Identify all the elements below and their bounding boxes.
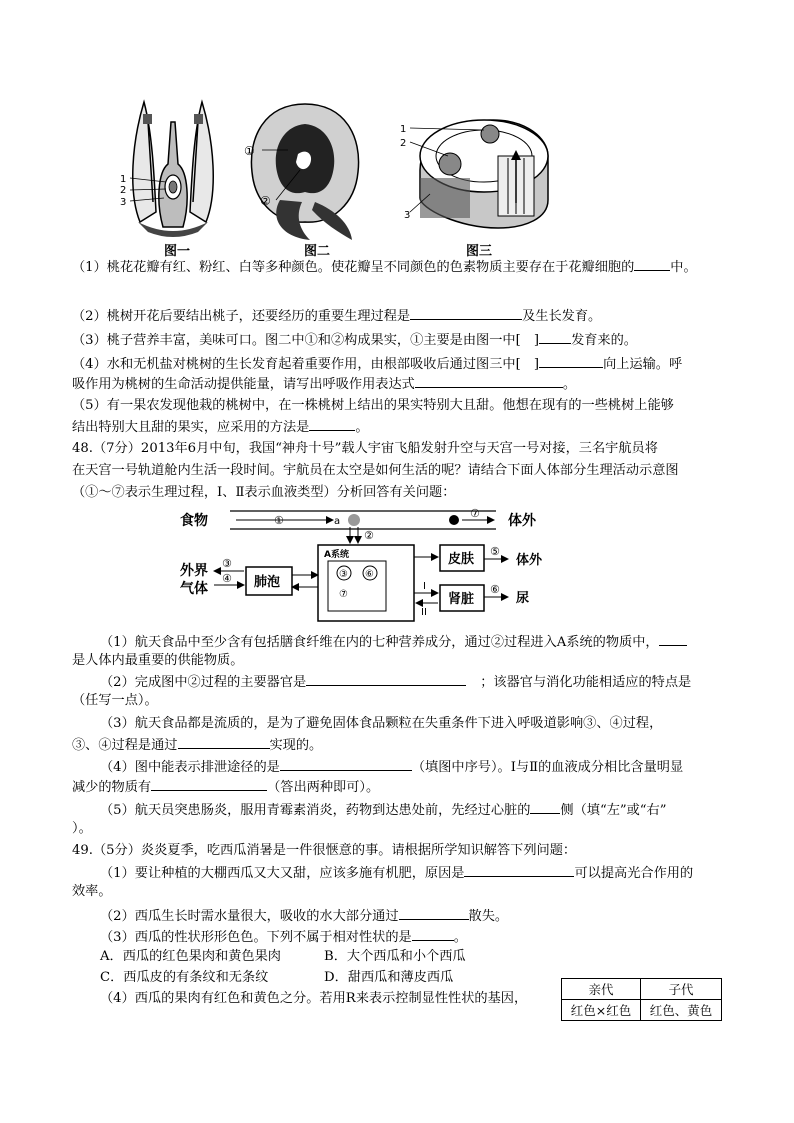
fig3-label-3: 3 [404,210,411,221]
q48-s5 [100,799,760,821]
q49-opt-d[interactable] [324,968,544,988]
q48-s5-blank[interactable] [530,799,560,814]
diagram-c2: ② [364,529,374,542]
q47-s4c-blank[interactable] [415,373,563,388]
q48-s3b-end: 实现的。 [269,738,323,753]
diagram-outside-2: 体外 [516,553,543,568]
q48-s4-text: （4）图中能表示排泄途径的是 [100,760,280,775]
q47-s4c-text: 吸作用为桃树的生命活动提供能量，请写出呼吸作用表达式 [72,377,415,392]
q48-s3-blank[interactable] [178,734,270,749]
q48-s2c: （任写一点）。 [72,693,158,708]
q48-s2-blank[interactable] [306,671,466,686]
q49-s1c: 效率。 [72,884,112,899]
fig1-label-3: 3 [120,197,127,208]
diagram-lung: 肺泡 [254,575,281,590]
q48-s5c: ）。 [72,821,92,836]
q49-s3-end: 。 [453,930,467,945]
q47-s3-blank[interactable] [539,329,571,344]
q47-s5b [72,416,732,438]
q47-s5b-text: 结出特别大且甜的果实，应采用的方法是 [72,420,310,435]
q47-s5b-end: 。 [355,420,369,435]
table-header-parent: 亲代 [562,979,641,1000]
q48-s5-text: （5）航天员突患肠炎，服用青霉素消炎，药物到达患处前，先经过心脏的 [100,803,531,818]
q49-s3-blank[interactable] [412,926,454,941]
q49-opt-a-text: A．西瓜的红色果肉和黄色果肉 [100,949,281,964]
q47-s4c-end: 。 [562,377,577,392]
q49-s2-text: （2）西瓜生长时需水量很大，吸收的水大部分通过 [100,909,399,924]
diagram-ext: 外界 [180,563,208,579]
diagram-kidney: 肾脏 [448,592,475,607]
fig1-label-2: 2 [120,185,127,196]
fig2-label-2: ② [260,194,271,208]
q48-s2-mid: ；该器官与消化功能相适应的特点是 [480,675,692,690]
q48-s3b-text: ③、④过程是通过 [72,738,178,753]
q47-s1-end: 中。 [670,260,697,275]
q48-s1-text: （1）航天食品中至少含有包括膳食纤维在内的七种营养成分，通过②过程进入A系统的物质中， [100,635,659,650]
q48-s5-end: 侧（填“左”或“右” [560,803,667,818]
q48-s4c-blank[interactable] [151,776,267,791]
q48-intro-2: 在天宫一号轨道舱内生活一段时间。宇航员在太空是如何生活的呢？请结合下面人体部分生理活动示意图 [72,463,679,478]
q48-s2-text: （2）完成图中②过程的主要器官是 [100,675,307,690]
q48-s1-blank[interactable] [659,631,687,646]
diagram-a: a [334,516,341,527]
q47-s2-end: 及生长发育。 [522,309,602,324]
q48-s3b [72,734,732,756]
stem-bark-shadow [420,178,470,218]
q48-s1b: 是人体内最重要的供能物质。 [72,653,244,668]
q48-s3: （3）航天食品都是流质的，是为了避免固体食品颗粒在失重条件下进入呼吸道影响③、④过程， [100,716,663,731]
q48-s4-blank[interactable] [280,756,412,771]
q49-s1 [100,862,760,884]
q49-s2-blank[interactable] [399,905,469,920]
figure-3-stem [398,108,558,233]
q47-s5 [72,396,732,416]
q49-s1-text: （1）要让种植的大棚西瓜又大又甜，应该多施有机肥，原因是 [100,866,465,881]
diagram-skin: 皮肤 [448,552,475,567]
table-cell-offspring: 红色、黄色 [641,1000,722,1021]
diagram-c6: ⑥ [490,583,500,596]
q48-s4 [100,756,760,778]
q47-s4 [72,353,732,375]
diagram-gas: 气体 [180,581,208,597]
diagram-c7: ⑦ [470,507,480,520]
diagram-inner-1: ③ [339,569,348,580]
q49-s4: （4）西瓜的果肉有红色和黄色之分。若用R来表示控制显性性状的基因， [100,991,528,1006]
q48-s4c-end: （答出两种即可）。 [267,780,380,795]
q47-s1-blank[interactable] [634,256,670,271]
q49-opt-d-text: D．甜西瓜和薄皮西瓜 [324,970,454,985]
q47-s1 [72,256,732,278]
table-row [562,1000,722,1021]
q49-s3-text: （3）西瓜的性状形形色色。下列不属于相对性状的是 [100,930,412,945]
q49-s1-end: 可以提高光合作用的 [574,866,694,881]
figure-2-caption: 图二 [304,244,331,259]
diagram-inner-3: ⑦ [339,589,348,600]
q47-s4-blank[interactable] [539,353,603,368]
q49-s2 [100,905,760,927]
fig1-label-1: 1 [120,174,127,185]
diagram-food: 食物 [180,513,208,529]
diagram-inner-2: ⑥ [365,569,374,580]
q47-s2-text: （2）桃树开花后要结出桃子，还要经历的重要生理过程是 [72,309,411,324]
q48-s4c [72,776,732,798]
fig2-label-1: ① [244,144,255,158]
q47-s3-end: 发育来的。 [571,333,637,348]
figure-2-peach [240,92,370,242]
diagram-c1: ① [274,514,284,527]
diagram-I: I [423,581,426,592]
table-header-row [562,979,722,1000]
diagram-c5: ⑤ [490,545,500,558]
diagram-c3: ③ [222,557,232,570]
q49-s2-end: 散失。 [468,909,509,924]
diagram-urine: 尿 [516,591,530,606]
q47-s5-blank[interactable] [309,416,355,431]
q47-s4-end: 向上运输。呼 [603,357,683,372]
stem-vessel-1 [481,125,499,143]
table-cell-parent: 红色×红色 [562,1000,641,1021]
q49-opt-c-text: C．西瓜皮的有条纹和无条纹 [100,970,269,985]
table-header-offspring: 子代 [641,979,722,1000]
q48-s4-end: （填图中序号）。Ⅰ与Ⅱ的血液成分相比含量明显 [411,760,684,775]
q47-s2 [72,305,732,327]
q49-intro: 49.（5分）炎炎夏季，吃西瓜消暑是一件很惬意的事。请根据所学知识解答下列问题： [72,843,577,858]
figure-1-flower [118,92,228,242]
figure-3-caption: 图三 [466,244,493,259]
diagram-II: II [421,607,427,618]
diagram-villi [348,514,360,526]
q49-opt-b[interactable] [324,947,544,967]
q48-s2 [100,671,760,693]
q47-s2-blank[interactable] [410,305,522,320]
stem-vessel-2 [439,153,461,175]
q48-physiology-diagram [178,505,558,625]
fig3-label-2: 2 [400,138,407,149]
q49-s3 [100,926,760,948]
q48-intro-3: （①～⑦表示生理过程，Ⅰ、Ⅱ表示血液类型）分析回答有关问题： [72,485,456,500]
q47-s3 [72,329,732,351]
diagram-c4: ④ [222,572,232,585]
figure-1-caption: 图一 [164,244,191,259]
q47-s4b [72,373,732,395]
q47-s4-text: （4）水和无机盐对桃树的生长发育起着重要作用，由根部吸收后通过图三中[ ] [72,357,540,372]
q48-intro-1: 48.（7分）2013年6月中旬，我国“神舟十号”载人宇宙飞船发射升空与天宫一号对接，三名宇航员将 [72,441,658,456]
q47-s5-text: （5）有一果农发现他栽的桃树中，在一株桃树上结出的果实特别大且甜。他想在现有的一些桃树上能够 [72,398,674,413]
q49-opt-b-text: B．大个西瓜和小个西瓜 [324,949,466,964]
fig3-label-1: 1 [400,124,407,135]
q48-s1 [100,631,760,653]
q49-s1-blank[interactable] [464,862,574,877]
diagram-a-system-label: A系统 [324,550,349,560]
genetics-table [561,978,722,1021]
q47-s1-text: （1）桃花花瓣有红、粉红、白等多种颜色。使花瓣呈不同颜色的色素物质主要存在于花瓣细胞的 [72,260,635,275]
q47-s3-text: （3）桃子营养丰富，美味可口。图二中①和②构成果实，①主要是由图一中[ ] [72,333,540,348]
q48-s4c-text: 减少的物质有 [72,780,152,795]
diagram-outside-1: 体外 [508,513,536,529]
